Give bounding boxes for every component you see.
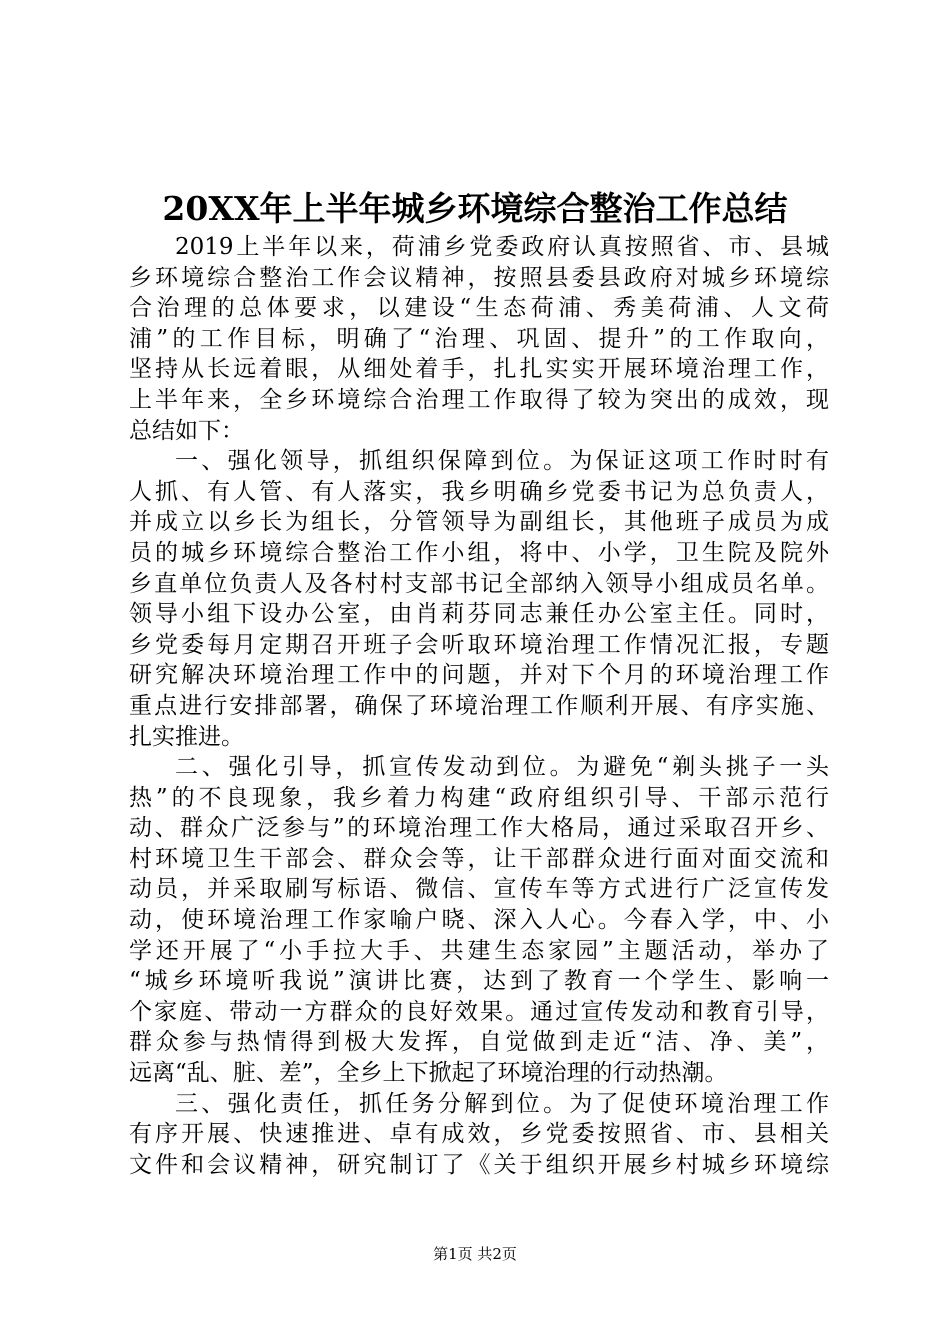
text-line: 乡直单位负责人及各村村支部书记全部纳入领导小组成员名单。 <box>129 570 829 597</box>
page-number-footer: 第1页 共2页 <box>433 1245 517 1263</box>
text-line: 乡党委每月定期召开班子会听取环境治理工作情况汇报，专题 <box>129 631 829 658</box>
text-line: 领导小组下设办公室，由肖莉芬同志兼任办公室主任。同时， <box>129 601 829 628</box>
text-line: 2019上半年以来，荷浦乡党委政府认真按照省、市、县城 <box>175 234 829 260</box>
text-line: 文件和会议精神，研究制订了《关于组织开展乡村城乡环境综 <box>129 1151 829 1178</box>
text-line: 乡环境综合整治工作会议精神，按照县委县政府对城乡环境综 <box>129 264 829 291</box>
text-line: 并成立以乡长为组长，分管领导为副组长，其他班子成员为成 <box>129 509 829 536</box>
text-line: 动员，并采取刷写标语、微信、宣传车等方式进行广泛宣传发 <box>129 876 829 903</box>
text-line: 浦”的工作目标，明确了“治理、巩固、提升”的工作取向， <box>129 325 829 352</box>
text-line: 热”的不良现象，我乡着力构建“政府组织引导、干部示范行 <box>129 784 829 811</box>
text-line: 村环境卫生干部会、群众会等，让干部群众进行面对面交流和 <box>129 845 829 872</box>
document-body <box>129 232 829 1180</box>
text-line: 员的城乡环境综合整治工作小组，将中、小学，卫生院及院外 <box>129 539 829 566</box>
text-line: 扎实推进。 <box>129 723 244 750</box>
text-line: 合治理的总体要求，以建设“生态荷浦、秀美荷浦、人文荷 <box>129 295 829 322</box>
text-line: 三、强化责任，抓任务分解到位。为了促使环境治理工作 <box>175 1090 829 1117</box>
text-line: 二、强化引导，抓宣传发动到位。为避免“剃头挑子一头 <box>175 754 829 781</box>
text-line: 群众参与热情得到极大发挥，自觉做到走近“洁、净、美”， <box>129 1029 829 1056</box>
text-line: 动，使环境治理工作家喻户晓、深入人心。今春入学，中、小 <box>129 907 829 934</box>
text-line: 研究解决环境治理工作中的问题，并对下个月的环境治理工作 <box>129 662 829 689</box>
text-line: 动、群众广泛参与”的环境治理工作大格局，通过采取召开乡、 <box>129 815 829 842</box>
text-line: 上半年来，全乡环境综合治理工作取得了较为突出的成效，现 <box>129 386 829 413</box>
text-line: 有序开展、快速推进、卓有成效，乡党委按照省、市、县相关 <box>129 1121 829 1148</box>
text-line: 人抓、有人管、有人落实，我乡明确乡党委书记为总负责人， <box>129 478 829 505</box>
text-line: 坚持从长远着眼，从细处着手，扎扎实实开展环境治理工作， <box>129 356 829 383</box>
document-title: 20XX年上半年城乡环境综合整治工作总结 <box>162 189 788 228</box>
text-line: 学还开展了“小手拉大手、共建生态家园”主题活动，举办了 <box>129 937 829 964</box>
text-line: “城乡环境听我说”演讲比赛，达到了教育一个学生、影响一 <box>129 968 829 995</box>
text-line: 个家庭、带动一方群众的良好效果。通过宣传发动和教育引导， <box>129 998 829 1025</box>
text-line: 一、强化领导，抓组织保障到位。为保证这项工作时时有 <box>175 448 829 475</box>
text-line: 重点进行安排部署，确保了环境治理工作顺利开展、有序实施、 <box>129 692 829 719</box>
text-line: 总结如下： <box>129 417 244 444</box>
text-line: 远离“乱、脏、差”，全乡上下掀起了环境治理的行动热潮。 <box>129 1060 728 1087</box>
